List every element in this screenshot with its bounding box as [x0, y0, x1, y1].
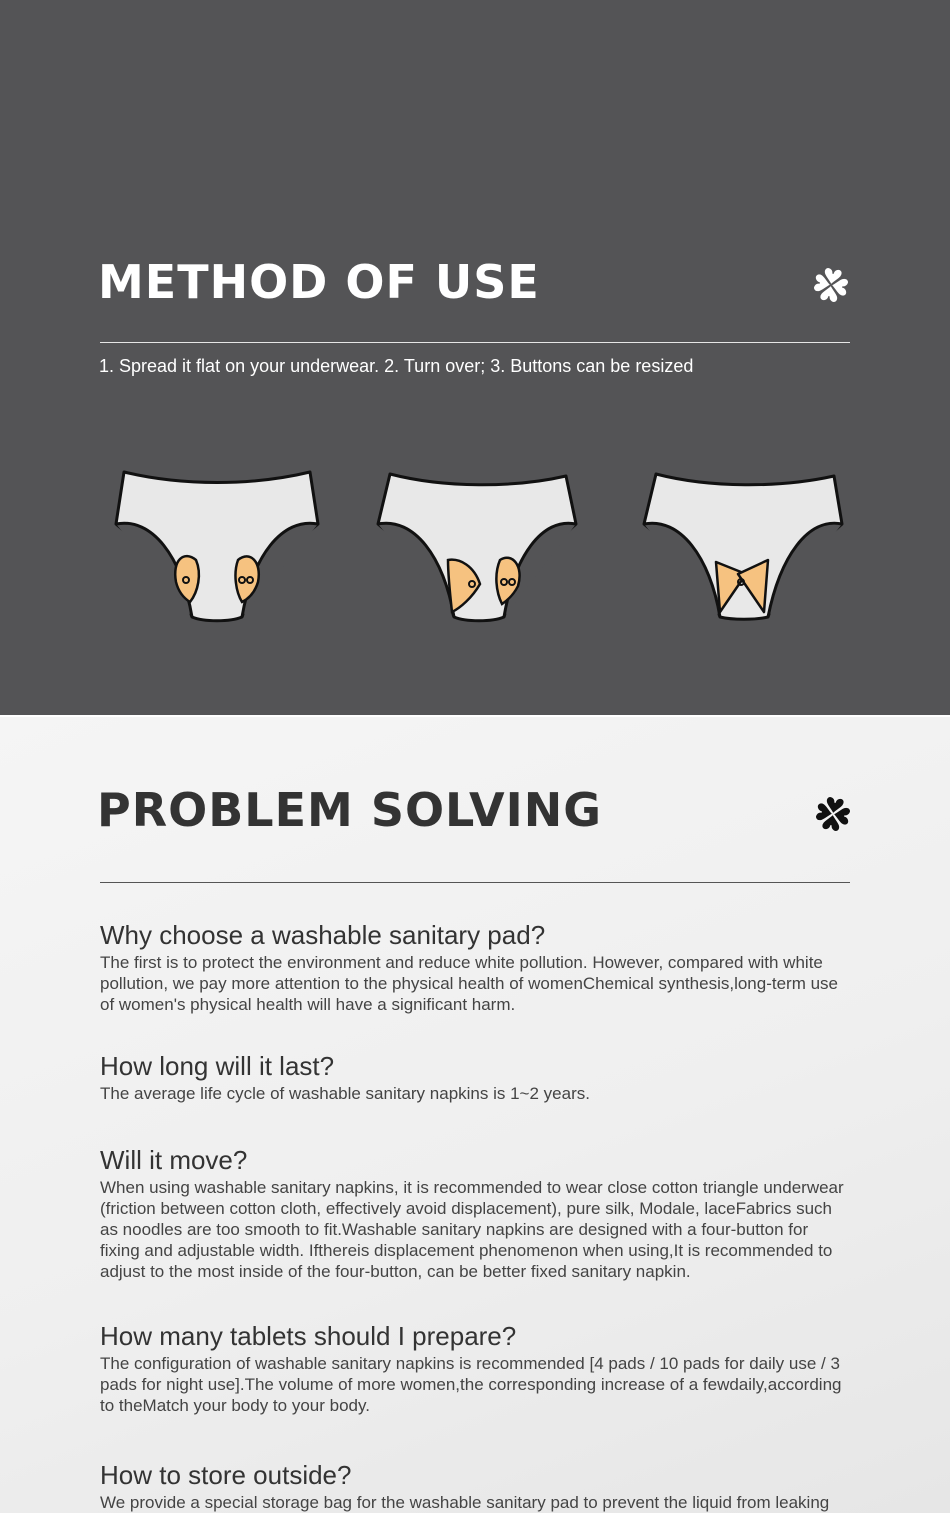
four-leaf-flower-icon	[812, 266, 850, 304]
step-1-underwear-icon	[112, 462, 322, 627]
faq-item	[100, 1143, 852, 1282]
method-description: 1. Spread it flat on your underwear. 2. Turn over; 3. Buttons can be resized	[99, 356, 694, 376]
faq-answer: The configuration of washable sanitary napkins is recommended [4 pads / 10 pads for daily use / 3 pads for night use].The volume of more women,the corresponding increase of a fewdaily,according to theMatch your body to your body.	[100, 1354, 842, 1415]
faq-answer: The average life cycle of washable sanitary napkins is 1~2 years.	[100, 1084, 590, 1103]
faq-item	[100, 918, 852, 1015]
faq-answer: When using washable sanitary napkins, it is recommended to wear close cotton triangle underwear (friction between cotton cloth, effectively avoid displacement), pure silk, Modale, laceFabrics such as noodles are too smooth to fit.Washable sanitary napkins are designed with a four-button for fixing and adjustable width. Ifthereis displacement phenomenon when using,It is recommended to adjust to the most inside of the four-button, can be better fixed sanitary napkin.	[100, 1178, 844, 1281]
method-title: METHOD OF USE	[98, 255, 540, 309]
step-3-underwear-icon	[640, 462, 850, 627]
four-leaf-flower-icon	[814, 795, 852, 833]
faq-question: Will it move?	[100, 1145, 248, 1175]
faq-answer: We provide a special storage bag for the washable sanitary pad to prevent the liquid from leaking	[100, 1493, 830, 1512]
faq-question: How many tablets should I prepare?	[100, 1321, 517, 1351]
faq-item	[100, 1319, 852, 1416]
problem-solving-section	[0, 715, 950, 1513]
problem-divider	[100, 882, 850, 883]
method-of-use-section	[0, 0, 950, 715]
faq-item	[100, 1458, 852, 1513]
faq-item	[100, 1049, 852, 1104]
faq-question: How to store outside?	[100, 1460, 352, 1490]
faq-question: Why choose a washable sanitary pad?	[100, 920, 546, 950]
faq-question: How long will it last?	[100, 1051, 335, 1081]
step-2-underwear-icon	[374, 462, 584, 627]
method-divider	[100, 342, 850, 343]
faq-answer: The first is to protect the environment and reduce white pollution. However, compared with white pollution, we pay more attention to the physical health of womenChemical synthesis,long-term use of women's physical health will have a significant harm.	[100, 953, 838, 1014]
problem-title: PROBLEM SOLVING	[97, 783, 603, 837]
